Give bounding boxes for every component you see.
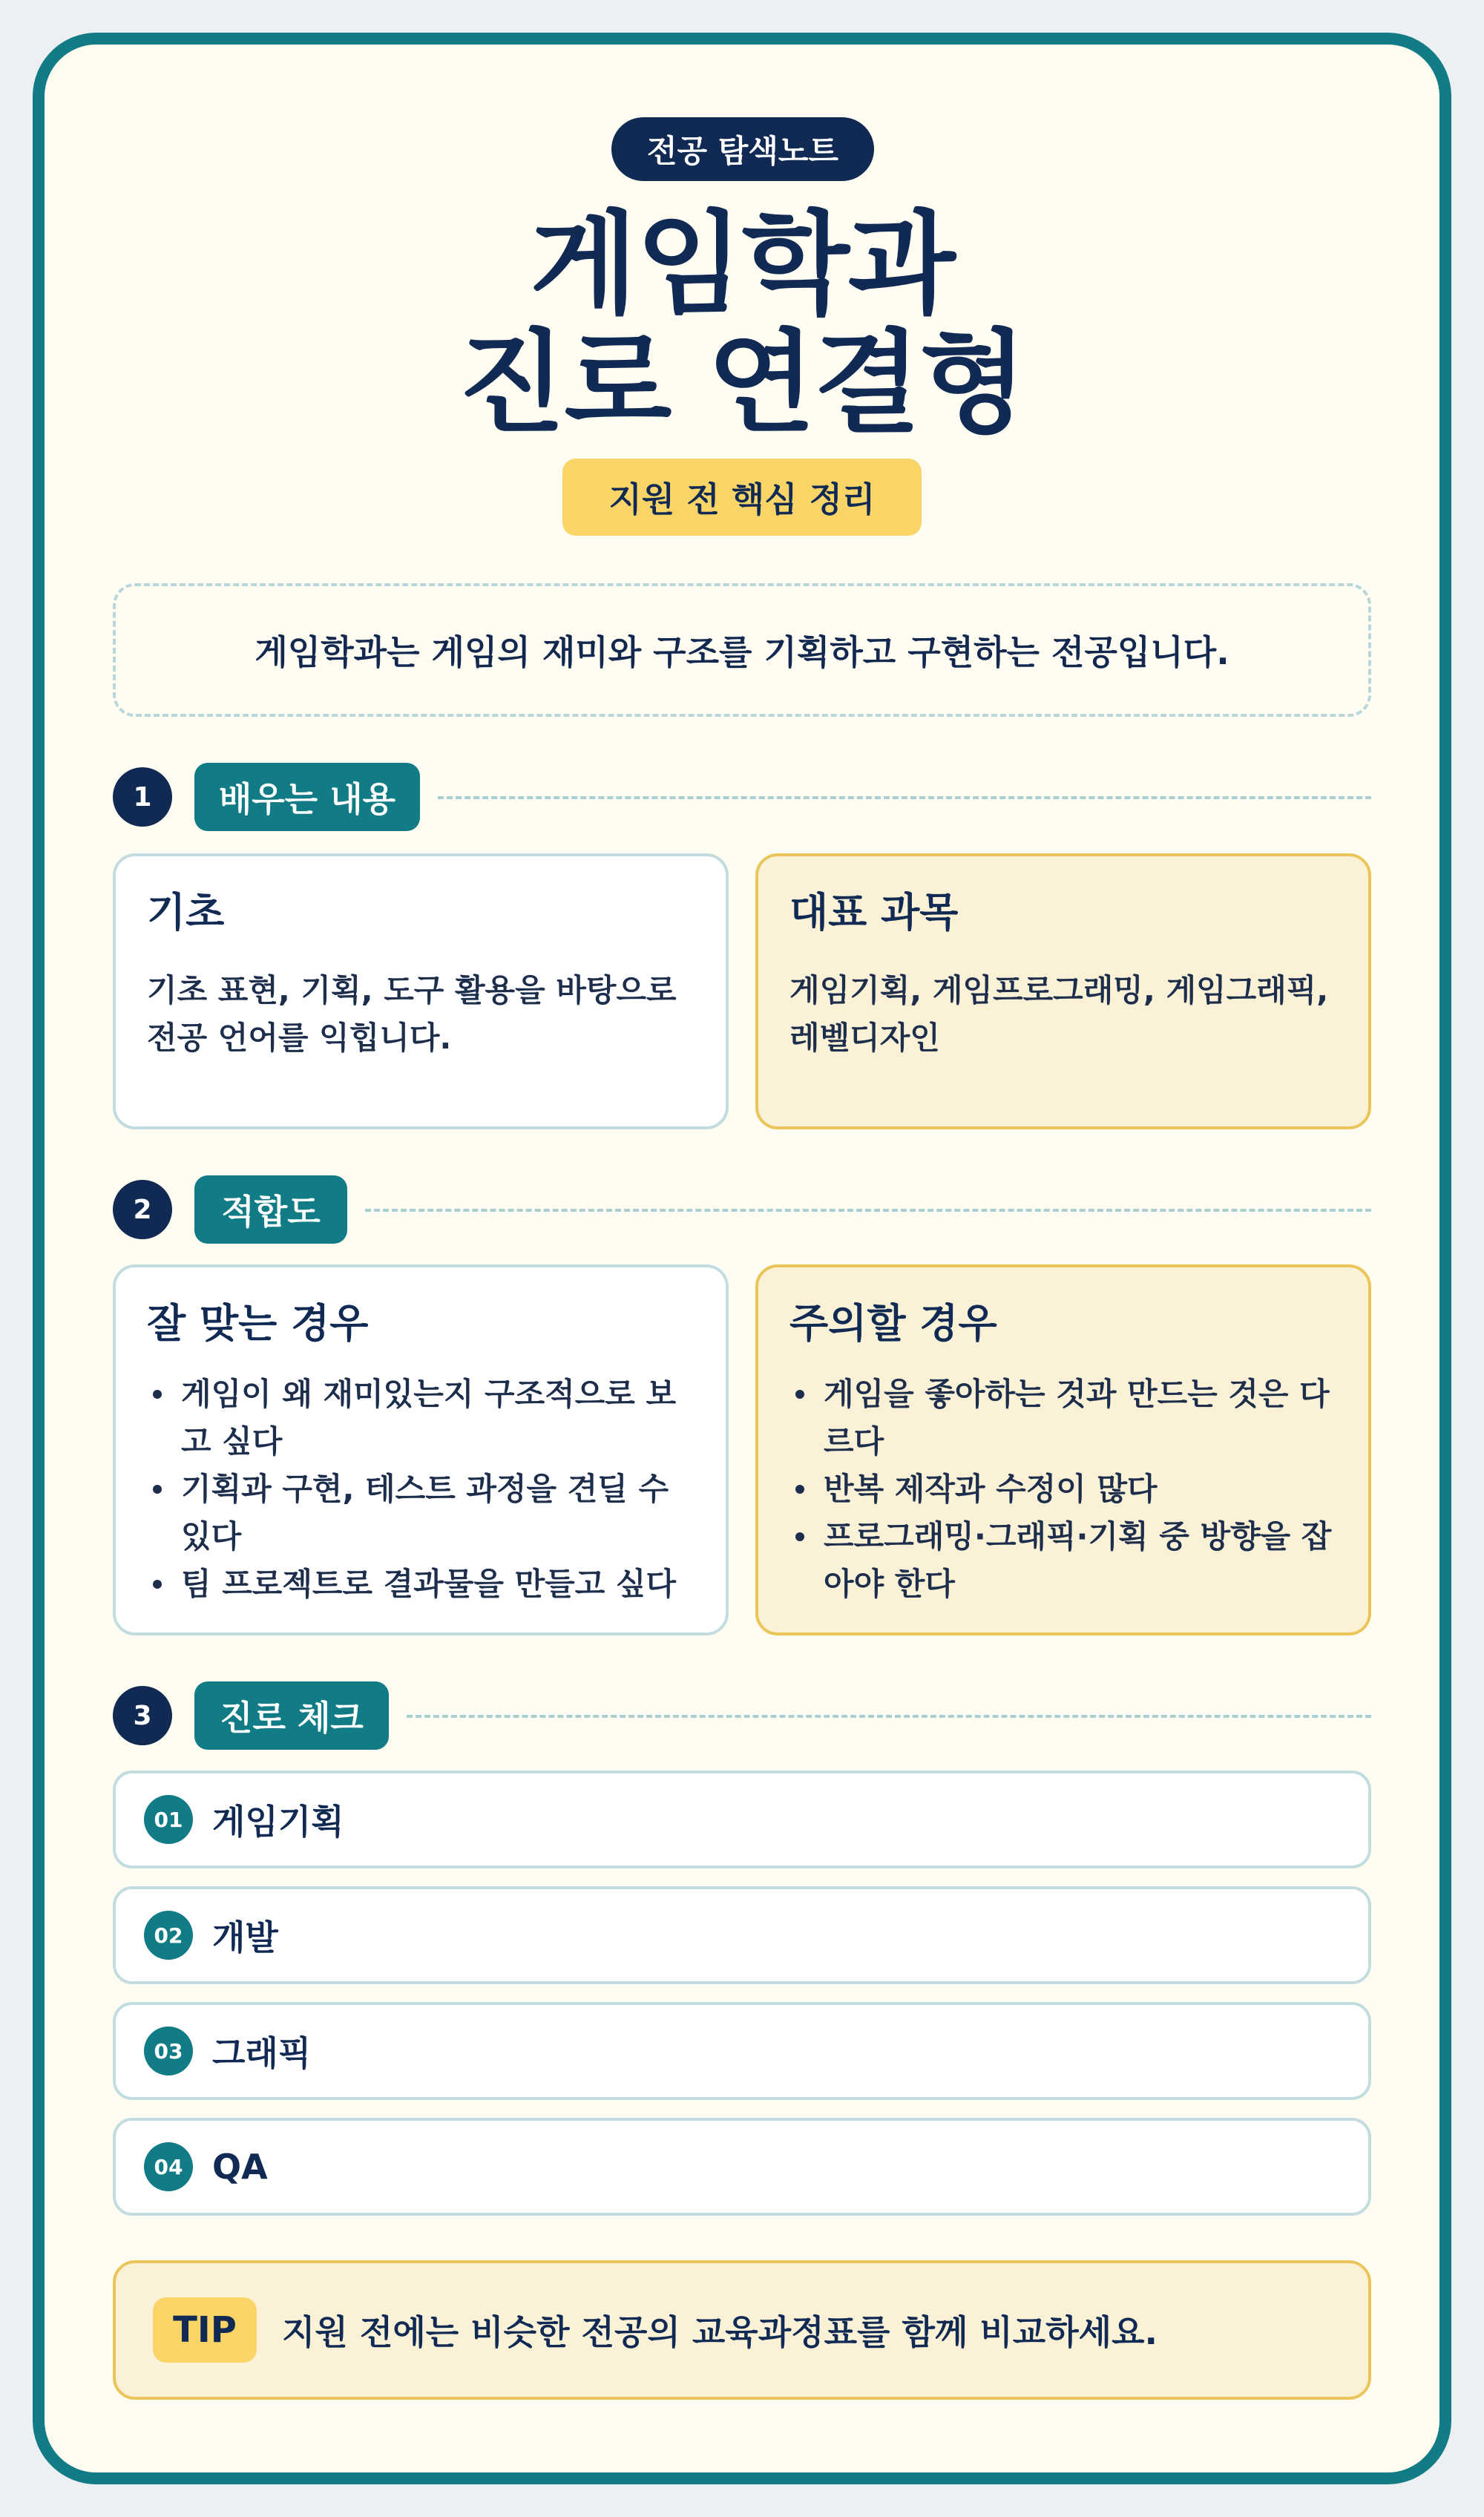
list-item: 반복 제작과 수정이 많다 [789,1466,1339,1513]
career-item-label: 게임기획 [212,1802,344,1842]
list-item: 기획과 구현, 테스트 과정을 견딜 수 있다 [147,1466,696,1561]
summary-box: 게임학과는 게임의 재미와 구조를 기획하고 구현하는 전공입니다. [113,583,1371,717]
career-item-number: 01 [144,1795,193,1844]
career-item-number: 03 [144,2027,193,2075]
list-item: 프로그래밍·그래픽·기획 중 방향을 잡아야 한다 [789,1513,1339,1608]
list-item: 게임을 좋아하는 것과 만드는 것은 다르다 [789,1371,1339,1466]
tip-badge: TIP [153,2297,257,2363]
card-title: 대표 과목 [789,889,959,936]
career-item-game-planning [113,1771,1371,1868]
card-main-courses [755,853,1371,1129]
card-body: 게임기획, 게임프로그래밍, 게임그래픽, 레벨디자인 [789,971,1329,1056]
tip-text: 지원 전에는 비슷한 전공의 교육과정표를 함께 비교하세요. [282,2312,1158,2352]
section-3-title: 진로 체크 [194,1681,389,1750]
page-title-line1: 게임학과 [530,200,954,329]
caution-list [789,1371,1339,1608]
career-item-qa [113,2118,1371,2216]
career-item-label: QA [212,2147,268,2187]
section-2-number: 2 [113,1180,172,1239]
section-3-number: 3 [113,1686,172,1745]
card-basics [113,853,729,1129]
card-title: 주의할 경우 [789,1300,997,1347]
section-3-divider [407,1715,1371,1718]
good-fit-list [147,1371,696,1608]
career-item-number: 04 [144,2142,193,2191]
section-1-number: 1 [113,767,172,827]
section-2-divider [365,1209,1371,1212]
career-item-label: 개발 [212,1917,278,1958]
header-badge: 전공 탐색노트 [611,117,874,181]
career-item-development [113,1886,1371,1984]
card-title: 잘 맞는 경우 [147,1300,369,1347]
subtitle-badge: 지원 전 핵심 정리 [562,459,922,536]
section-1-title: 배우는 내용 [194,763,420,831]
career-item-graphics [113,2002,1371,2100]
card-caution [755,1264,1371,1635]
page-title-line2: 진로 연결형 [458,319,1026,448]
career-item-number: 02 [144,1911,193,1960]
card-good-fit [113,1264,729,1635]
career-item-label: 그래픽 [212,2033,312,2073]
list-item: 게임이 왜 재미있는지 구조적으로 보고 싶다 [147,1371,696,1466]
list-item: 팀 프로젝트로 결과물을 만들고 싶다 [147,1561,696,1608]
card-body: 기초 표현, 기획, 도구 활용을 바탕으로 전공 언어를 익힙니다. [147,971,677,1056]
section-2-title: 적합도 [194,1175,347,1244]
tip-box [113,2260,1371,2400]
section-1-divider [438,796,1371,799]
card-title: 기초 [147,889,225,936]
